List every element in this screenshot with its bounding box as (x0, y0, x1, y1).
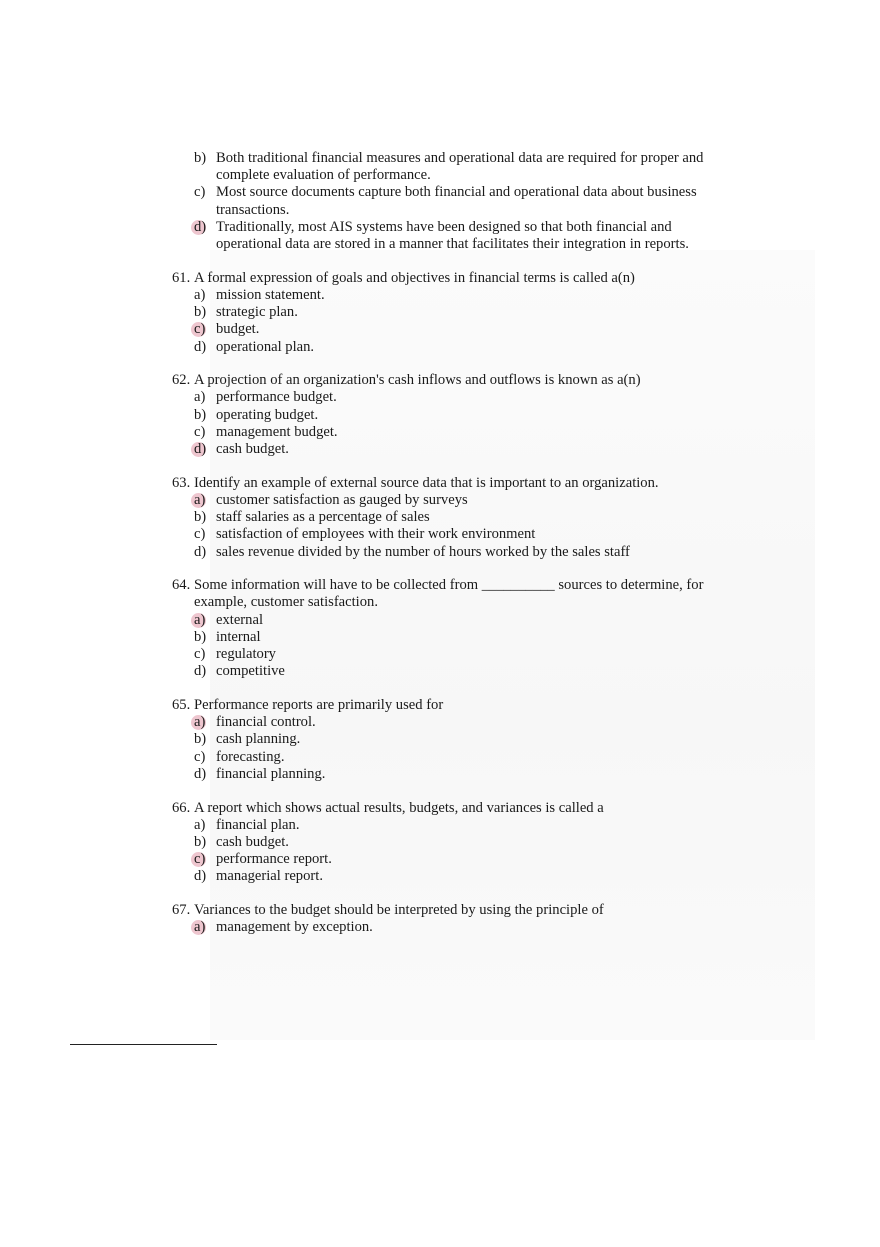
option (172, 868, 732, 885)
question-66 (172, 800, 732, 886)
option (172, 407, 732, 424)
option (172, 492, 732, 509)
option-letter: c) (194, 526, 206, 543)
option-text: forecasting. (216, 748, 285, 765)
option-letter: b) (194, 509, 207, 526)
question-stem (172, 475, 732, 492)
option-letter: a) (194, 816, 206, 833)
option-text: operating budget. (216, 406, 319, 423)
option (172, 834, 732, 851)
option-letter: a) (194, 491, 206, 508)
option-letter: a) (194, 286, 206, 303)
question-67 (172, 902, 732, 936)
option-text: regulatory (216, 646, 276, 663)
option-letter: c) (194, 321, 206, 338)
option-letter: d) (194, 663, 207, 680)
option-text: Most source documents capture both financial and operational data about business transactions. (216, 184, 697, 218)
option (172, 817, 732, 834)
option-letter: d) (194, 441, 207, 458)
footnote-separator (70, 1044, 216, 1045)
question-text: Some information will have to be collected from __________ sources to determine, for example, customer satisfaction. (194, 577, 704, 611)
question-65 (172, 697, 732, 783)
option (172, 304, 732, 321)
option-text: staff salaries as a percentage of sales (216, 509, 430, 526)
option-letter: b) (194, 833, 207, 850)
option-letter: d) (194, 218, 207, 235)
option (172, 526, 732, 543)
option-letter: b) (194, 628, 207, 645)
question-63 (172, 475, 732, 561)
option-text: financial plan. (216, 816, 300, 833)
option (172, 287, 732, 304)
option-letter: d) (194, 868, 207, 885)
option-text: financial planning. (216, 765, 326, 782)
option (172, 749, 732, 766)
question-stem (172, 577, 732, 611)
option-letter: b) (194, 406, 207, 423)
question-text: Identify an example of external source data that is important to an organization. (194, 474, 659, 491)
option-text: satisfaction of employees with their work environment (216, 526, 536, 543)
question-number: 63. (172, 474, 191, 491)
option (172, 321, 732, 338)
option-letter: c) (194, 748, 206, 765)
option-text: external (216, 611, 263, 628)
option-text: financial control. (216, 714, 316, 731)
option-letter: a) (194, 389, 206, 406)
option-text: Both traditional financial measures and operational data are required for proper and complete evaluation of performance. (216, 150, 704, 184)
option-text: cash budget. (216, 833, 289, 850)
question-number: 67. (172, 902, 191, 919)
question-text: A report which shows actual results, budgets, and variances is called a (194, 799, 604, 816)
option (172, 544, 732, 561)
option-text: cash planning. (216, 731, 301, 748)
option (172, 663, 732, 680)
question-stem (172, 270, 732, 287)
option (172, 424, 732, 441)
question-list (172, 150, 732, 953)
question-number: 62. (172, 372, 191, 389)
question-text: Variances to the budget should be interpreted by using the principle of (194, 902, 604, 919)
option-text: managerial report. (216, 868, 323, 885)
option-letter: d) (194, 765, 207, 782)
question-60-continued (172, 150, 732, 253)
option-text: performance budget. (216, 389, 337, 406)
option (172, 150, 732, 184)
option (172, 731, 732, 748)
option-letter: b) (194, 731, 207, 748)
option (172, 629, 732, 646)
option-text: internal (216, 628, 261, 645)
question-stem (172, 800, 732, 817)
option-text: mission statement. (216, 286, 325, 303)
option-text: sales revenue divided by the number of hours worked by the sales staff (216, 543, 630, 560)
option (172, 509, 732, 526)
option-letter: b) (194, 150, 207, 166)
option-text: management budget. (216, 423, 338, 440)
option (172, 184, 732, 218)
question-number: 61. (172, 269, 191, 286)
option-text: operational plan. (216, 338, 315, 355)
question-number: 65. (172, 696, 191, 713)
option (172, 646, 732, 663)
option (172, 714, 732, 731)
question-number: 64. (172, 577, 191, 594)
option (172, 389, 732, 406)
option-text: management by exception. (216, 919, 373, 936)
option-letter: c) (194, 184, 206, 201)
option-text: strategic plan. (216, 304, 298, 321)
option-letter: a) (194, 611, 206, 628)
question-number: 66. (172, 799, 191, 816)
question-text: Performance reports are primarily used for (194, 696, 444, 713)
question-62 (172, 372, 732, 458)
option-letter: c) (194, 423, 206, 440)
option-letter: d) (194, 543, 207, 560)
question-stem (172, 697, 732, 714)
question-stem (172, 372, 732, 389)
option-letter: a) (194, 714, 206, 731)
question-text: A formal expression of goals and objectives in financial terms is called a(n) (194, 269, 635, 286)
option-text: cash budget. (216, 441, 289, 458)
option-letter: a) (194, 919, 206, 936)
option (172, 851, 732, 868)
footnote-separator-dash (210, 1044, 217, 1045)
question-stem (172, 902, 732, 919)
option (172, 919, 732, 936)
question-61 (172, 270, 732, 356)
option-text: budget. (216, 321, 260, 338)
option-text: customer satisfaction as gauged by surveys (216, 491, 468, 508)
question-text: A projection of an organization's cash inflows and outflows is known as a(n) (194, 372, 641, 389)
option-letter: d) (194, 338, 207, 355)
question-64 (172, 577, 732, 680)
option-text: competitive (216, 663, 285, 680)
option-text: performance report. (216, 851, 332, 868)
option (172, 766, 732, 783)
option-letter: b) (194, 304, 207, 321)
option (172, 441, 732, 458)
option (172, 219, 732, 253)
option (172, 612, 732, 629)
option-letter: c) (194, 646, 206, 663)
option-letter: c) (194, 851, 206, 868)
option (172, 339, 732, 356)
option-text: Traditionally, most AIS systems have been designed so that both financial and operational data are stored in a manner that facilitates their integration in reports. (216, 218, 689, 253)
